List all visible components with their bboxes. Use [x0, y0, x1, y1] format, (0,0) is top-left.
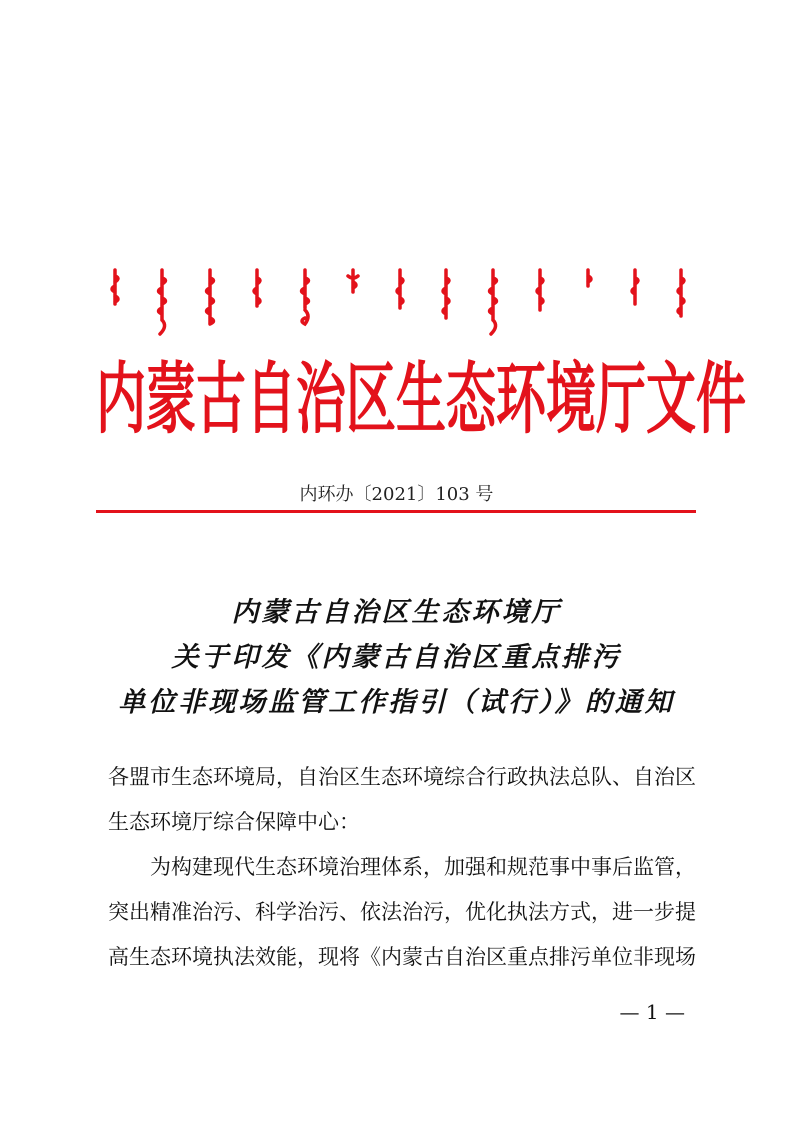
body-line-1: 各盟市生态环境局，自治区生态环境综合行政执法总队、自治区 — [108, 765, 696, 789]
notice-title-line-2: 关于印发《内蒙古自治区重点排污 — [171, 642, 622, 673]
notice-title-line-1: 内蒙古自治区生态环境厅 — [231, 597, 562, 628]
mongolian-word-1 — [108, 268, 122, 310]
mongolian-word-8 — [439, 268, 453, 324]
mongolian-word-4 — [250, 268, 264, 312]
mongolian-word-11 — [580, 268, 596, 292]
mongolian-word-6 — [345, 268, 361, 298]
mongolian-word-7 — [393, 268, 407, 314]
agency-masthead-title: 内蒙古自治区生态环境厅文件 — [96, 354, 746, 444]
body-line-3: 为构建现代生态环境治理体系，加强和规范事中事后监管， — [150, 855, 696, 879]
mongolian-word-13 — [674, 268, 688, 322]
red-separator-line — [96, 510, 696, 513]
mongolian-word-10 — [533, 268, 547, 316]
mongolian-word-5 — [297, 268, 313, 330]
body-line-5: 高生态环境执法效能，现将《内蒙古自治区重点排污单位非现场 — [108, 945, 696, 969]
mongolian-word-3 — [202, 268, 218, 330]
mongolian-word-12 — [628, 268, 642, 310]
body-line-4: 突出精准治污、科学治污、依法治污，优化执法方式，进一步提 — [108, 900, 696, 924]
body-line-2: 生态环境厅综合保障中心： — [108, 810, 360, 834]
page-number: — 1 — — [619, 1000, 685, 1024]
document-number: 内环办〔2021〕103 号 — [299, 484, 494, 505]
notice-title-line-3: 单位非现场监管工作指引（试行）》的通知 — [118, 687, 675, 718]
